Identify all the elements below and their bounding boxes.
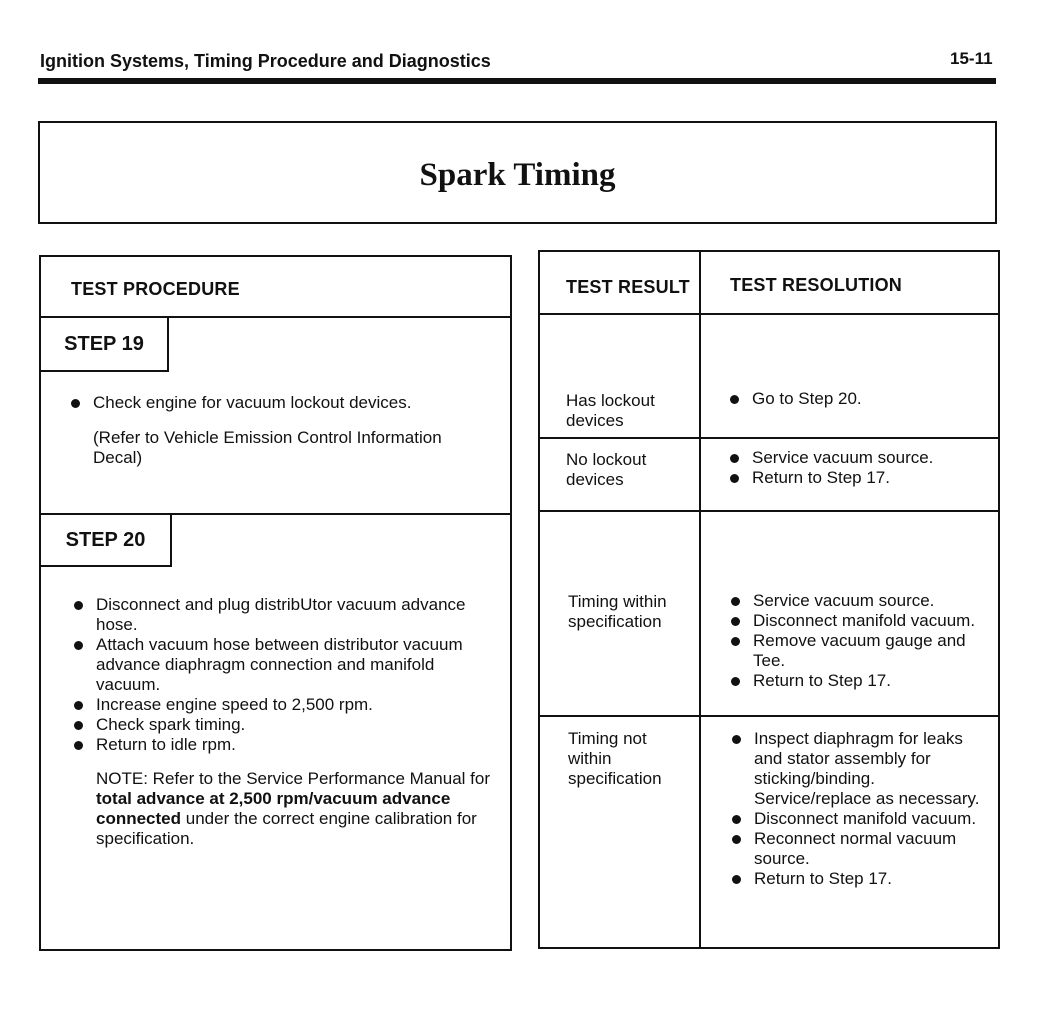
resolution-has-lockout [730, 389, 985, 409]
list-item: Return to Step 17. [730, 468, 985, 488]
header-rule [38, 78, 996, 84]
note-text-end: under the correct engine calibration for specification. [96, 809, 477, 848]
list-item: Service vacuum source. [730, 448, 985, 468]
list-item: Disconnect manifold vacuum. [731, 611, 981, 631]
list-item: Return to Step 17. [732, 869, 982, 889]
list-item: Service vacuum source. [731, 591, 981, 611]
step-20-label: STEP 20 [41, 515, 172, 567]
list-item: Disconnect and plug distribUtor vacuum advance hose. [74, 595, 469, 635]
note-emphasis: total advance at 2,500 rpm/vacuum advance connected [96, 789, 451, 828]
title-box [38, 121, 997, 224]
test-result-table [538, 250, 1000, 949]
step-20-bullets [74, 595, 469, 755]
resolution-timing-not-within [732, 729, 982, 889]
column-divider [699, 252, 701, 947]
step-20-note [96, 769, 491, 849]
resolution-timing-within [731, 591, 981, 691]
section-header: Ignition Systems, Timing Procedure and Diagnostics [40, 51, 491, 71]
test-procedure-header: TEST PROCEDURE [71, 279, 240, 299]
header-divider [540, 313, 998, 315]
page-number: 15-11 [950, 49, 993, 68]
test-procedure-panel [39, 255, 512, 951]
result-has-lockout: Has lockout devices [566, 391, 655, 430]
page-title: Spark Timing [419, 157, 616, 193]
list-item: Disconnect manifold vacuum. [732, 809, 982, 829]
result-no-lockout: No lockout devices [566, 450, 647, 489]
list-item: Attach vacuum hose between distributor vacuum advance diaphragm connection and manifold vacuum. [74, 635, 469, 695]
resolution-no-lockout [730, 448, 985, 488]
list-item: Check spark timing. [74, 715, 469, 735]
list-item: Go to Step 20. [730, 389, 985, 409]
row-divider [540, 715, 998, 717]
step-19-note: (Refer to Vehicle Emission Control Information Decal) [93, 428, 442, 467]
step-19-label: STEP 19 [41, 318, 169, 372]
test-resolution-header: TEST RESOLUTION [730, 275, 903, 295]
test-result-header: TEST RESULT [566, 277, 690, 297]
list-item: Return to Step 17. [731, 671, 981, 691]
list-item: Increase engine speed to 2,500 rpm. [74, 695, 469, 715]
list-item: Inspect diaphragm for leaks and stator assembly for sticking/binding. Service/replace as necessary. [732, 729, 982, 809]
list-item: Return to idle rpm. [74, 735, 469, 755]
result-timing-not-within: Timing not within specification [568, 729, 662, 788]
result-timing-within: Timing within specification [568, 592, 667, 631]
list-item: Check engine for vacuum lockout devices. [71, 393, 491, 413]
row-divider [540, 510, 998, 512]
row-divider [540, 437, 998, 439]
list-item: Reconnect normal vacuum source. [732, 829, 982, 869]
note-text: NOTE: Refer to the Service Performance Manual for [96, 769, 490, 788]
step-19-bullets [71, 393, 491, 413]
list-item: Remove vacuum gauge and Tee. [731, 631, 981, 671]
